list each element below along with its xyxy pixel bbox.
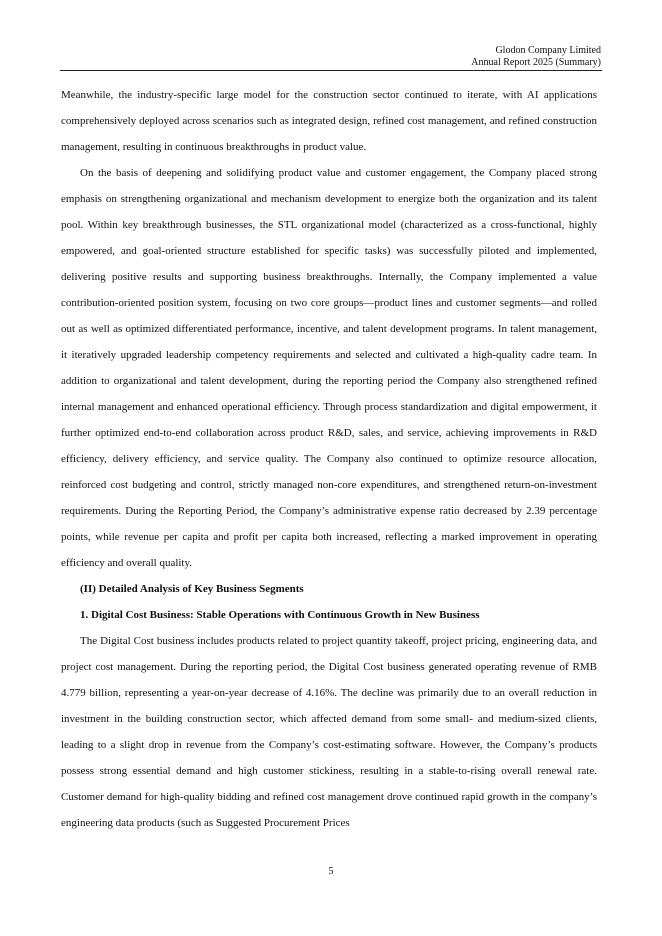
header-report-title: Annual Report 2025 (Summary) bbox=[471, 57, 601, 68]
page-number: 5 bbox=[328, 866, 334, 877]
subsection-heading: 1. Digital Cost Business: Stable Operations with Continuous Growth in New Business bbox=[80, 609, 480, 621]
section-heading: (II) Detailed Analysis of Key Business Segments bbox=[80, 583, 304, 595]
page-header bbox=[471, 45, 601, 69]
paragraph: The Digital Cost business includes products related to project quantity takeoff, project pricing, engineering data, and project cost management. During the reporting period, the Digital Cost business generated operating revenue of RMB 4.779 billion, representing a year-on-year decrease of 4.16%. The decline was primarily due to an overall reduction in investment in the building construction sector, which affected demand from some small- and medium-sized clients, leading to a slight drop in revenue from the Company’s cost-estimating software. However, the Company’s products possess strong essential demand and high customer stickiness, resulting in a stable-to-rising overall renewal rate. Customer demand for high-quality bidding and refined cost management drove continued rapid growth in the company’s engineering data products (such as Suggested Procurement Prices bbox=[61, 635, 597, 829]
paragraph: Meanwhile, the industry-specific large model for the construction sector continued to iterate, with AI applications comprehensively deployed across scenarios such as integrated design, refined cost management, and refined construction management, resulting in continuous breakthroughs in product value. bbox=[61, 89, 597, 153]
header-divider bbox=[60, 70, 602, 71]
paragraph: On the basis of deepening and solidifying product value and customer engagement, the Company placed strong emphasis on strengthening organizational and mechanism development to energize both the organization and its talent pool. Within key breakthrough businesses, the STL organizational model (characterized as a cross-functional, highly empowered, and goal-oriented structure established for specific tasks) was successfully piloted and implemented, delivering positive results and supporting business breakthroughs. Internally, the Company implemented a value contribution-oriented position system, focusing on two core groups—product lines and customer segments—and rolled out as well as optimized differentiated performance, incentive, and talent development programs. In talent management, it iteratively upgraded leadership competency requirements and selected and cultivated a high-quality cadre team. In addition to organizational and talent development, during the reporting period the Company also strengthened refined internal management and enhanced operational efficiency. Through process standardization and digital empowerment, it further optimized end-to-end collaboration across product R&D, sales, and service, achieving improvements in R&D efficiency, delivery efficiency, and service quality. The Company also continued to optimize resource allocation, reinforced cost budgeting and control, strictly managed non-core expenditures, and strengthened return-on-investment requirements. During the Reporting Period, the Company’s administrative expense ratio decreased by 2.39 percentage points, while revenue per capita and profit per capita both increased, reflecting a marked improvement in operating efficiency and overall quality. bbox=[61, 167, 597, 569]
document-body bbox=[61, 82, 597, 836]
header-company-name: Glodon Company Limited bbox=[495, 45, 601, 56]
